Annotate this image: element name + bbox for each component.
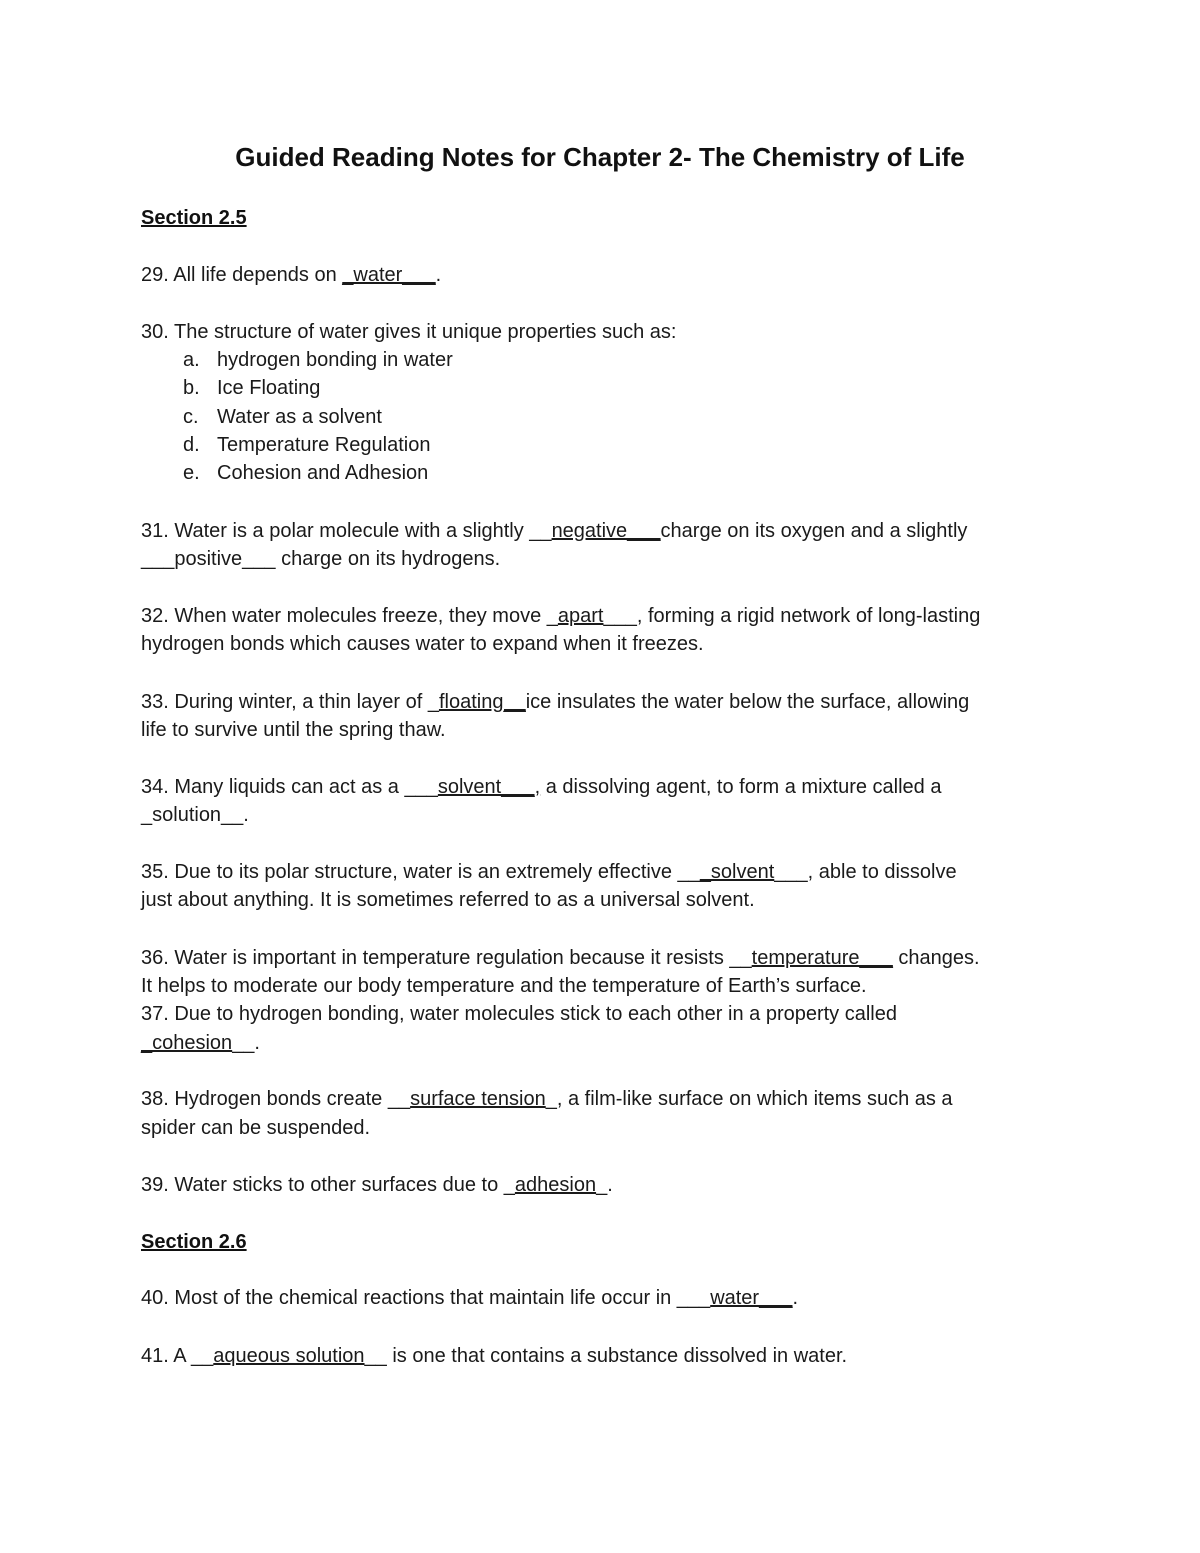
list-item-text: Ice Floating — [217, 377, 321, 399]
question-text: . — [435, 264, 442, 286]
question-31-continued: ___positive___ charge on its hydrogens. — [141, 548, 501, 570]
list-item — [183, 459, 428, 487]
answer-blank: _water___ — [342, 264, 436, 286]
question-text: 41. A __ — [141, 1345, 214, 1367]
question-text: 40. Most of the chemical reactions that maintain life occur in ___ — [141, 1287, 711, 1309]
question-32-continued: hydrogen bonds which causes water to expand when it freezes. — [141, 633, 704, 655]
question-text: changes. — [892, 947, 980, 969]
question-38 — [141, 1085, 1061, 1113]
question-text: ___, able to dissolve — [774, 861, 957, 883]
answer-blank: _solvent — [699, 861, 775, 883]
question-38-continued: spider can be suspended. — [141, 1117, 371, 1139]
section-heading-2-6: Section 2.6 — [141, 1231, 247, 1253]
list-item-text: hydrogen bonding in water — [217, 349, 453, 371]
question-text: 31. Water is a polar molecule with a slightly __ — [141, 520, 552, 542]
question-text: 36. Water is important in temperature regulation because it resists __ — [141, 947, 752, 969]
question-41 — [141, 1342, 1061, 1370]
question-35 — [141, 858, 1061, 886]
list-item — [183, 346, 453, 374]
question-text: 39. Water sticks to other surfaces due to _ — [141, 1174, 515, 1196]
list-marker: d. — [183, 434, 200, 456]
question-text: ___, forming a rigid network of long-lasting — [603, 605, 981, 627]
list-marker: a. — [183, 349, 200, 371]
answer-blank: floating__ — [438, 691, 526, 713]
list-marker: e. — [183, 462, 200, 484]
question-36 — [141, 944, 1061, 972]
question-text: 34. Many liquids can act as a ___ — [141, 776, 438, 798]
question-37: 37. Due to hydrogen bonding, water molecules stick to each other in a property called — [141, 1003, 897, 1025]
question-text: a dissolving agent, to form a mixture called a — [540, 776, 942, 798]
list-item — [183, 403, 382, 431]
question-34-continued: _solution__. — [141, 804, 249, 826]
question-33 — [141, 688, 1061, 716]
list-item — [183, 374, 320, 402]
answer-blank: adhesion — [514, 1174, 597, 1196]
question-text: 38. Hydrogen bonds create __ — [141, 1088, 411, 1110]
answer-blank: negative___ — [551, 520, 661, 542]
answer-blank: temperature___ — [751, 947, 893, 969]
question-text: __. — [232, 1032, 260, 1054]
answer-blank: solvent___, — [437, 776, 541, 798]
question-text: __ is one that contains a substance dissolved in water. — [364, 1345, 848, 1367]
question-text: 32. When water molecules freeze, they move _ — [141, 605, 558, 627]
question-31 — [141, 517, 1061, 545]
answer-blank: water___ — [710, 1287, 793, 1309]
question-text: 33. During winter, a thin layer of _ — [141, 691, 439, 713]
question-37-continued — [141, 1029, 1061, 1057]
list-item-text: Water as a solvent — [217, 406, 382, 428]
question-40 — [141, 1284, 1061, 1312]
answer-blank: _cohesion — [141, 1032, 233, 1054]
question-text: charge on its oxygen and a slightly — [660, 520, 968, 542]
question-text: _. — [596, 1174, 613, 1196]
question-text: _, a film-like surface on which items such as a — [545, 1088, 953, 1110]
list-item-text: Temperature Regulation — [217, 434, 431, 456]
question-text: 29. All life depends on — [141, 264, 343, 286]
question-32 — [141, 602, 1061, 630]
question-text: 35. Due to its polar structure, water is an extremely effective __ — [141, 861, 700, 883]
question-36-continued: It helps to moderate our body temperature and the temperature of Earth’s surface. — [141, 975, 867, 997]
answer-blank: surface tension — [410, 1088, 546, 1110]
list-marker: b. — [183, 377, 200, 399]
section-heading-2-5: Section 2.5 — [141, 207, 247, 229]
answer-blank: apart — [557, 605, 604, 627]
question-34 — [141, 773, 1061, 801]
answer-blank: aqueous solution — [213, 1345, 365, 1367]
question-35-continued: just about anything. It is sometimes referred to as a universal solvent. — [141, 889, 755, 911]
question-29 — [141, 261, 1061, 289]
list-item-text: Cohesion and Adhesion — [217, 462, 429, 484]
question-text: . — [792, 1287, 799, 1309]
page-title: Guided Reading Notes for Chapter 2- The Chemistry of Life — [235, 142, 965, 172]
list-item — [183, 431, 430, 459]
question-30: 30. The structure of water gives it unique properties such as: — [141, 321, 677, 343]
question-39 — [141, 1171, 1061, 1199]
question-33-continued: life to survive until the spring thaw. — [141, 719, 446, 741]
question-text: ice insulates the water below the surface, allowing — [525, 691, 970, 713]
list-marker: c. — [183, 406, 199, 428]
